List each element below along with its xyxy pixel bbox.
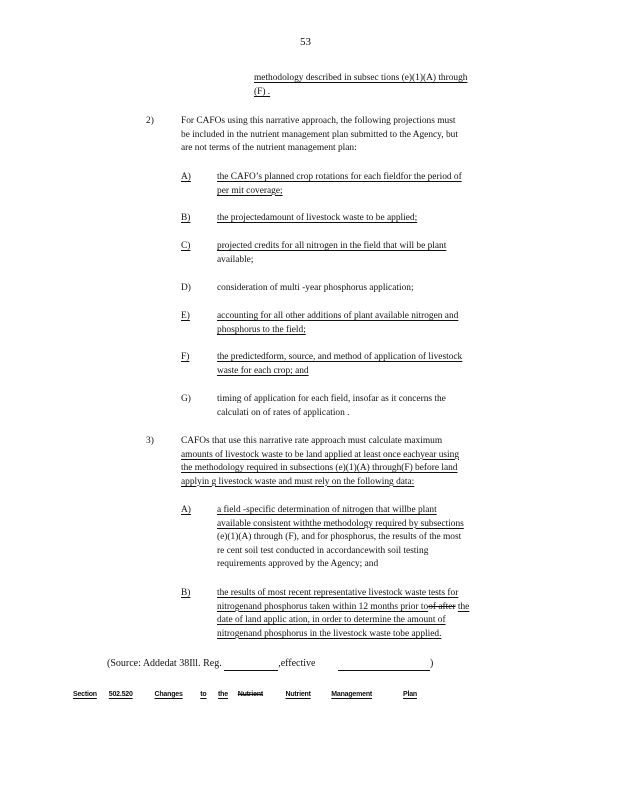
- source-blank-2: [338, 660, 430, 671]
- item-3a-line-1: a field -specific determination of nitrogen that willbe plant: [217, 505, 437, 515]
- item-2a-line-2: per mit coverage;: [217, 185, 283, 196]
- item-3b-line-2: [217, 601, 542, 615]
- item-2a-label: A): [181, 172, 191, 182]
- item-2f-line-2: waste for each crop; and: [217, 365, 309, 376]
- item-2-line-3: are not terms of the nutrient management plan:: [181, 143, 357, 153]
- continuation-line-1: methodology described in subsec tions (e)(1)(A) through: [254, 73, 468, 83]
- item-2e-label: E): [181, 311, 190, 321]
- item-3a-text: [217, 504, 542, 572]
- footer-the: the: [218, 691, 228, 698]
- item-2e-line-1: accounting for all other additions of plant available nitrogen and: [217, 311, 459, 321]
- item-2f-label: F): [181, 352, 190, 362]
- item-2f-text: [217, 351, 537, 378]
- source-prefix: (Source: Addedat 38Ill. Reg.: [107, 658, 222, 669]
- item-2c-line-1: projected credits for all nitrogen in the field that will be plant: [217, 241, 447, 251]
- item-2c-text: [217, 240, 537, 267]
- item-3-line-3: the methodology required in subsections (e)(1)(A) through(F) before land: [181, 463, 458, 473]
- item-3-line-1: CAFOs that use this narrative rate approach must calculate maximum: [181, 436, 443, 446]
- item-2d-label: D): [181, 283, 191, 293]
- item-2-line-2: be included in the nutrient management plan submitted to the Agency, but: [181, 129, 458, 140]
- source-note: [107, 657, 433, 671]
- item-2d-text: [217, 282, 537, 296]
- item-3b-label: B): [181, 588, 191, 598]
- item-3b-line-3: date of land applic ation, in order to determine the amount of: [217, 615, 446, 625]
- continuation-text: [254, 72, 526, 99]
- item-2b-label: B): [181, 213, 191, 223]
- item-3a-line-5: requirements approved by the Agency; and: [217, 559, 379, 569]
- item-2f-line-1: the predictedform, source, and method of application of livestock: [217, 352, 463, 362]
- source-end: ): [430, 658, 434, 669]
- continuation-line-2: (F) .: [254, 86, 271, 97]
- item-2g-label: G): [181, 394, 191, 404]
- item-2c-line-2: available;: [217, 254, 254, 265]
- item-2b-text: [217, 212, 537, 226]
- footer-changes: Changes: [154, 691, 183, 698]
- item-2a-text: [217, 171, 537, 198]
- item-3b-line-2-main: nitrogenand phosphorus taken within 12 months prior to: [217, 601, 429, 612]
- item-3-line-4: applyin g livestock waste and must rely on the following data:: [181, 476, 415, 487]
- footer-section: Section: [73, 691, 97, 698]
- footer-to: to: [200, 691, 207, 698]
- source-blank-1: [224, 660, 278, 671]
- source-effective: ,effective: [278, 658, 316, 669]
- footer-management: Management: [331, 691, 373, 698]
- page-number: 53: [300, 36, 311, 48]
- footer-nutrient: Nutrient: [285, 691, 311, 698]
- item-3b-line-1: the results of most recent representative livestock waste tests for: [217, 588, 459, 598]
- item-3b-text: [217, 587, 542, 641]
- item-3a-label: A): [181, 505, 191, 515]
- item-2g-line-2: calculati on of rates of application .: [217, 407, 350, 418]
- item-2d-line-1: consideration of multi -year phosphorus application;: [217, 283, 414, 293]
- item-3a-line-2: available consistent withthe methodology required by subsections: [217, 518, 464, 529]
- item-3a-line-4: re cent soil test conducted in accordancewith soil testing: [217, 545, 429, 556]
- footer-struck-word: Nutrient: [237, 691, 263, 698]
- item-3b-line-2-end: the: [457, 601, 470, 612]
- item-2-number: 2): [146, 116, 154, 126]
- item-2e-line-2: phosphorus to the field;: [217, 324, 306, 335]
- item-2-text: [181, 115, 538, 156]
- item-3b-struck-text: of after: [428, 601, 456, 612]
- item-2e-text: [217, 310, 537, 337]
- item-2c-label: C): [181, 241, 191, 251]
- item-2g-line-1: timing of application for each field, insofar as it concerns the: [217, 394, 446, 404]
- item-3b-line-4: nitrogenand phosphorus in the livestock waste tobe applied.: [217, 628, 442, 639]
- item-2a-line-1: the CAFO’s planned crop rotations for each fieldfor the period of: [217, 172, 462, 182]
- item-3a-line-3: (e)(1)(A) through (F), and for phosphorus, the results of the most: [217, 532, 462, 542]
- item-2-line-1: For CAFOs using this narrative approach, the following projections must: [181, 116, 456, 126]
- item-3-line-2: amounts of livestock waste to be land applied at least once eachyear using: [181, 449, 460, 460]
- item-2b-line-1: the projectedamount of livestock waste to be applied;: [217, 213, 418, 223]
- item-3-text: [181, 435, 541, 489]
- item-3-number: 3): [146, 436, 154, 446]
- footer-plan: Plan: [403, 691, 417, 698]
- item-2g-text: [217, 393, 537, 420]
- footer-section-number: 502.520: [108, 691, 133, 698]
- footer-section-line: [73, 688, 429, 702]
